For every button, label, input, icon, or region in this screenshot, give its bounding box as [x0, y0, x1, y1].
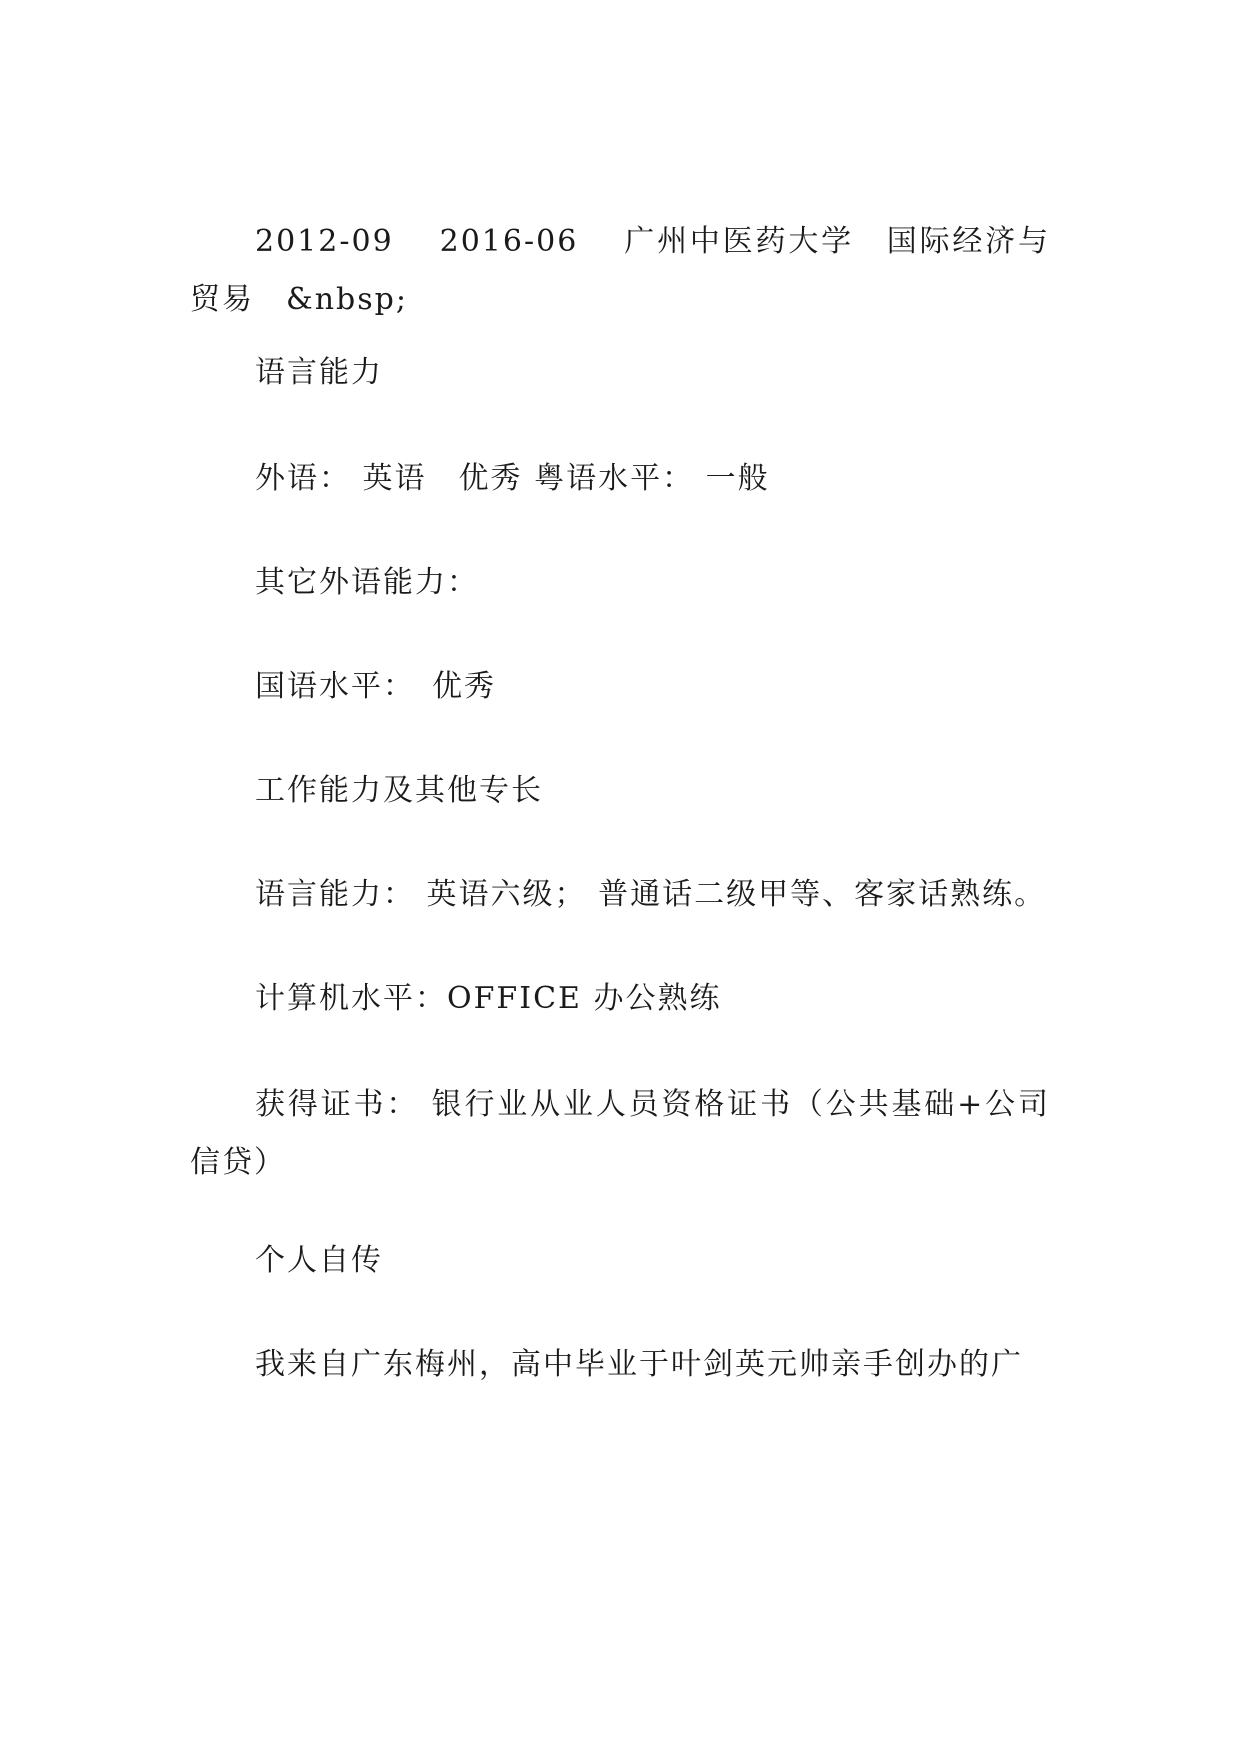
computer-skill-line: 计算机水平：OFFICE 办公熟练	[255, 981, 722, 1016]
foreign-language-line: 外语： 英语 优秀 粤语水平： 一般	[255, 461, 770, 496]
section-heading-autobiography: 个人自传	[255, 1243, 383, 1278]
certificate-line: 获得证书： 银行业从业人员资格证书（公共基础+公司信贷）	[190, 1087, 1050, 1180]
language-ability-line: 语言能力： 英语六级； 普通话二级甲等、客家话熟练。	[255, 877, 1047, 912]
section-heading-skills: 工作能力及其他专长	[255, 773, 543, 808]
education-entry: 2012-09 2016-06 广州中医药大学 国际经济与贸易 &nbsp;	[190, 224, 1050, 317]
other-language-line: 其它外语能力：	[255, 565, 479, 600]
mandarin-level-line: 国语水平： 优秀	[255, 669, 496, 704]
section-heading-language: 语言能力	[255, 355, 383, 390]
autobiography-paragraph: 我来自广东梅州，高中毕业于叶剑英元帅亲手创办的广	[255, 1347, 1023, 1382]
